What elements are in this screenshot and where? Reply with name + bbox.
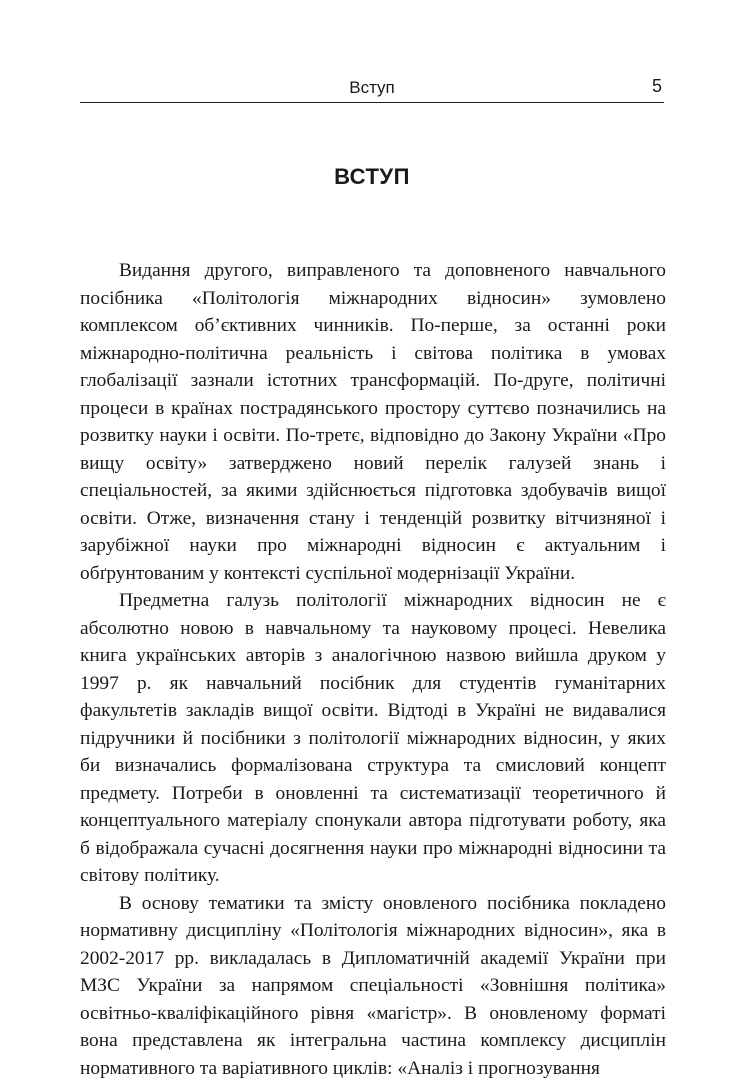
body-text xyxy=(80,257,666,1082)
paragraph: Видання другого, виправленого та доповненого навчального посібника «Політологія міжнародних відносин» зумовлено комплексом об’єктивних чинників. По-перше, за останні роки міжнародно-політична реальність і світова політика в умовах глобалізації зазнали істотних трансформацій. По-друге, політичні процеси в країнах пострадянського простору суттєво позначились на розвитку науки і освіти. По-третє, відповідно до Закону України «Про вищу освіту» затверджено новий перелік галузей знань і спеціальностей, за якими здійснюється підготовка здобувачів вищої освіти. Отже, визначення стану і тенденцій розвитку вітчизняної і зарубіжної науки про міжнародні відносин є актуальним і обґрунтованим у контексті суспільної модернізації України. xyxy=(80,257,666,587)
page-number: 5 xyxy=(652,76,662,97)
paragraph: В основу тематики та змісту оновленого посібника покладено нормативну дисципліну «Політологія міжнародних відносин», яка в 2002-2017 рр. викладалась в Дипломатичній академії України при МЗС України за напрямом спеціальності «Зовнішня політика» освітньо-кваліфікаційного рівня «магістр». В оновленому форматі вона представлена як інтегральна частина комплексу дисциплін нормативного та варіативного циклів: «Аналіз і прогнозування xyxy=(80,890,666,1082)
running-title: Вступ xyxy=(80,78,664,98)
running-header xyxy=(80,74,664,103)
paragraph: Предметна галузь політології міжнародних відносин не є абсолютно новою в навчальному та науковому процесі. Невелика книга українських авторів з аналогічною назвою вийшла друком у 1997 р. як навчальний посібник для студентів гуманітарних факультетів закладів вищої освіти. Відтоді в Україні не видавалися підручники й посібники з політології міжнародних відносин, у яких би визначались формалізована структура та смисловий концепт предмету. Потреби в оновленні та систематизації теоретичного й концептуального матеріалу спонукали автора підготувати роботу, яка б відображала сучасні досягнення науки про міжнародні відносини та світову політику. xyxy=(80,587,666,890)
chapter-title: ВСТУП xyxy=(80,164,664,190)
